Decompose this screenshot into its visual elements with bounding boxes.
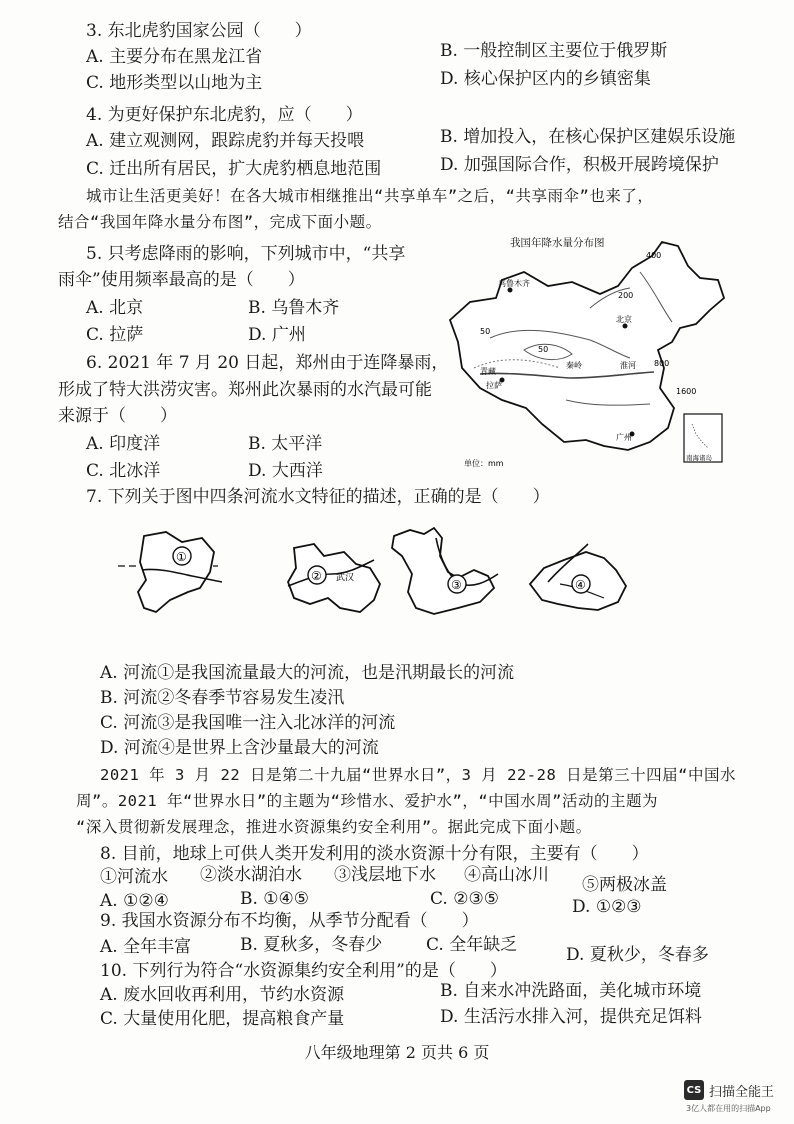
- river-1-mark: ①: [176, 550, 187, 564]
- q7-option-b: B. 河流②冬春季节容易发生凌汛: [100, 688, 345, 708]
- q7-option-c: C. 河流③是我国唯一注入北冰洋的河流: [100, 713, 396, 733]
- passage2-line1: 2021 年 3 月 22 日是第二十九届“世界水日”，3 月 22-28 日是第三十四届“中国水: [100, 766, 736, 784]
- map-title: 我国年降水量分布图: [510, 237, 605, 249]
- q9-option-c: C. 全年缺乏: [426, 935, 518, 955]
- q4-stem: 4. 为更好保护东北虎豹，应（ ）: [86, 105, 363, 125]
- q9-stem: 9. 我国水资源分布不均衡，从季节分配看（ ）: [100, 911, 479, 931]
- label-beijing: 北京: [616, 315, 632, 324]
- wuhan-label: 武汉: [336, 573, 355, 583]
- q3-stem: 3. 东北虎豹国家公园（ ）: [86, 21, 312, 41]
- label-huaihe: 淮河: [620, 361, 636, 370]
- q8-item-2: ②淡水湖泊水: [200, 865, 302, 885]
- q8-option-d: D. ①②③: [572, 897, 642, 917]
- page-footer: 八年级地理第 2 页共 6 页: [304, 1043, 490, 1062]
- river-2-map: [288, 544, 380, 612]
- isohyet-50-a: 50: [480, 327, 491, 336]
- q6-option-d: D. 大西洋: [248, 461, 323, 481]
- scanner-watermark: [684, 1080, 774, 1100]
- q7-option-a: A. 河流①是我国流量最大的河流，也是汛期最长的河流: [100, 663, 515, 683]
- q3-option-d: D. 核心保护区内的乡镇密集: [440, 69, 651, 89]
- q8-stem: 8. 目前，地球上可供人类开发利用的淡水资源十分有限，主要有（ ）: [100, 844, 649, 864]
- q3-option-c: C. 地形类型以山地为主: [86, 73, 263, 93]
- q9-option-b: B. 夏秋多，冬春少: [240, 935, 383, 955]
- q10-option-b: B. 自来水冲洗路面，美化城市环境: [440, 981, 702, 1001]
- q4-option-a: A. 建立观测网，跟踪虎豹并每天投喂: [86, 131, 365, 151]
- isohyet-50-b: 50: [538, 345, 549, 354]
- label-urumqi: 乌鲁木齐: [498, 279, 530, 288]
- river-4-mark: ④: [575, 578, 586, 592]
- q5-stem-line2: 雨伞”使用频率最高的是（ ）: [58, 270, 305, 290]
- river-4-map: [530, 544, 626, 610]
- isohyet-400: 400: [646, 251, 662, 260]
- river-3-map: [392, 528, 498, 614]
- q10-option-c: C. 大量使用化肥，提高粮食产量: [100, 1009, 345, 1029]
- q10-option-d: D. 生活污水排入河，提供充足饵料: [440, 1007, 702, 1027]
- q4-option-b: B. 增加投入，在核心保护区建娱乐设施: [440, 127, 736, 147]
- label-qinling: 秦岭: [566, 361, 582, 370]
- q5-option-b: B. 乌鲁木齐: [248, 298, 340, 318]
- label-nanhai: 南海诸岛: [686, 454, 712, 462]
- q6-stem-line1: 6. 2021 年 7 月 20 日起，郑州由于连降暴雨，: [86, 353, 449, 373]
- q6-stem-line3: 来源于（ ）: [58, 406, 177, 426]
- q4-option-c: C. 迁出所有居民，扩大虎豹栖息地范围: [86, 159, 382, 179]
- passage1-line1: 城市让生活更美好！在各大城市相继推出“共享单车”之后，“共享雨伞”也来了，: [86, 187, 654, 205]
- q10-option-a: A. 废水回收再利用，节约水资源: [100, 985, 345, 1005]
- q10-stem: 10. 下列行为符合“水资源集约安全利用”的是（ ）: [100, 961, 507, 981]
- q9-option-a: A. 全年丰富: [100, 937, 192, 957]
- q3-option-b: B. 一般控制区主要位于俄罗斯: [440, 41, 668, 61]
- river-3-mark: ③: [451, 578, 462, 592]
- scanner-name: 扫描全能王: [709, 1084, 775, 1100]
- q9-option-d: D. 夏秋少，冬春多: [566, 945, 709, 965]
- urumqi-dot: [508, 288, 513, 293]
- q8-item-1: ①河流水: [100, 867, 168, 887]
- beijing-dot: [623, 324, 628, 329]
- map-unit: 单位：mm: [464, 459, 504, 468]
- river-2-mark: ②: [311, 569, 322, 583]
- q6-stem-line2: 形成了特大洪涝灾害。郑州此次暴雨的水汽最可能: [58, 380, 432, 400]
- isohyet-1600: 1600: [676, 387, 697, 396]
- q5-option-d: D. 广州: [248, 325, 306, 345]
- q8-item-4: ④高山冰川: [464, 865, 549, 885]
- q3-option-a: A. 主要分布在黑龙江省: [86, 47, 263, 67]
- q7-stem: 7. 下列关于图中四条河流水文特征的描述，正确的是（ ）: [86, 487, 550, 507]
- passage2-line2: 周”。2021 年“世界水日”的主题为“珍惜水、爱护水”，“中国水周”活动的主题为: [76, 792, 658, 810]
- q4-option-d: D. 加强国际合作，积极开展跨境保护: [440, 155, 719, 175]
- label-guangzhou: 广州: [616, 433, 632, 442]
- q5-option-a: A. 北京: [86, 298, 144, 318]
- q6-option-a: A. 印度洋: [86, 434, 161, 454]
- label-qingzang: 青藏: [480, 367, 496, 376]
- isohyet-200: 200: [618, 291, 634, 300]
- label-lhasa: 拉萨: [486, 381, 502, 390]
- q5-stem-line1: 5. 只考虑降雨的影响，下列城市中，“共享: [86, 244, 406, 264]
- river-1-map: [118, 532, 222, 612]
- rivers-figure: [118, 522, 678, 652]
- q7-option-d: D. 河流④是世界上含沙量最大的河流: [100, 738, 379, 758]
- passage1-line2: 结合“我国年降水量分布图”，完成下面小题。: [58, 213, 382, 231]
- q8-option-c: C. ②③⑤: [430, 889, 499, 909]
- q8-item-3: ③浅层地下水: [334, 865, 436, 885]
- scanner-tagline: 3亿人都在用的扫描App: [686, 1104, 771, 1113]
- precipitation-map: [440, 228, 740, 478]
- q8-item-5: ⑤两极冰盖: [582, 875, 667, 895]
- camscanner-logo-icon: CS: [684, 1080, 704, 1100]
- isohyet-800: 800: [654, 359, 670, 368]
- china-outline: [450, 242, 724, 450]
- q8-option-a: A. ①②④: [100, 891, 169, 911]
- q6-option-c: C. 北冰洋: [86, 461, 161, 481]
- q6-option-b: B. 太平洋: [248, 434, 323, 454]
- q5-option-c: C. 拉萨: [86, 325, 144, 345]
- passage2-line3: “深入贯彻新发展理念，推进水资源集约安全利用”。据此完成下面小题。: [76, 818, 592, 836]
- q8-option-b: B. ①④⑤: [240, 889, 310, 909]
